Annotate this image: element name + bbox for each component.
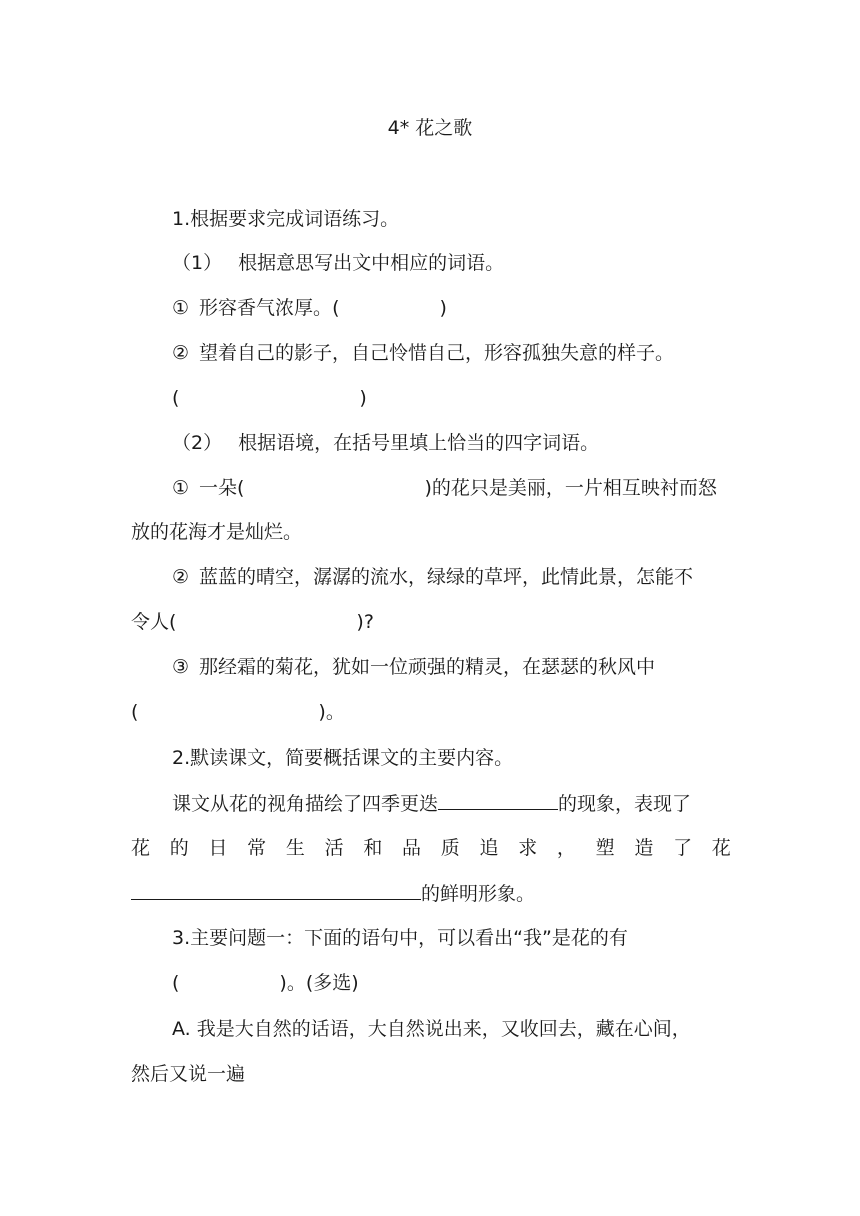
answer-underline[interactable] xyxy=(438,791,558,810)
item-number: ① xyxy=(172,297,190,319)
q1-sub2-item1-cont: 放的花海才是灿烂。 xyxy=(131,521,303,543)
item-text-pre: 一朵( xyxy=(199,477,245,499)
item-number: ② xyxy=(172,566,190,588)
q2-char: 日 xyxy=(208,837,228,859)
q2-line1 xyxy=(172,791,691,816)
q2-text-post: 的现象，表现了 xyxy=(558,793,692,815)
q2-char: 花 xyxy=(711,837,731,859)
q2-char: 质 xyxy=(440,837,460,859)
answer-close: )。(多选) xyxy=(279,972,359,994)
q1-sub1-label: （1） xyxy=(172,252,223,274)
q1-sub2-item2-cont xyxy=(131,610,374,634)
item-text-pre: 那经霜的菊花，犹如一位顽强的精灵，在瑟瑟的秋风中 xyxy=(199,656,656,678)
q3-option-a-cont: 然后又说一遍 xyxy=(131,1063,246,1085)
item-text-post: )。 xyxy=(318,701,345,723)
q2-char: 和 xyxy=(363,837,383,859)
answer-underline[interactable] xyxy=(131,881,421,900)
q2-char: 常 xyxy=(247,837,267,859)
q2-char: 花 xyxy=(131,837,151,859)
q1-sub2 xyxy=(172,431,599,455)
q2-char: 活 xyxy=(324,837,344,859)
item-text-pre: 蓝蓝的晴空，潺潺的流水，绿绿的草坪，此情此景，怎能不 xyxy=(199,566,694,588)
item-number: ① xyxy=(172,477,190,499)
q2-text-post: 的鲜明形象。 xyxy=(421,883,536,905)
q2-char: ， xyxy=(556,837,576,859)
item-number: ② xyxy=(172,342,190,364)
q1-sub1-item2-answer xyxy=(172,386,367,410)
q2-text-pre: 课文从花的视角描绘了四季更迭 xyxy=(172,793,439,815)
q2-char: 追 xyxy=(479,837,499,859)
q2-line2 xyxy=(131,836,731,860)
q3-answer xyxy=(172,971,359,995)
q1-sub1-text: 根据意思写出文中相应的词语。 xyxy=(238,252,505,274)
q2-char: 的 xyxy=(169,837,189,859)
q1-heading: 1.根据要求完成词语练习。 xyxy=(172,208,400,230)
q1-sub2-item2 xyxy=(172,565,693,589)
q1-sub2-label: （2） xyxy=(172,432,223,454)
answer-open: ( xyxy=(332,297,340,319)
q1-sub1 xyxy=(172,251,504,275)
q2-char: 塑 xyxy=(595,837,615,859)
q1-sub1-item1 xyxy=(172,296,447,320)
q2-char: 生 xyxy=(285,837,305,859)
q2-char: 了 xyxy=(673,837,693,859)
item-text: 望着自己的影子，自己怜惜自己，形容孤独失意的样子。 xyxy=(199,342,675,364)
item-text-pre: 令人( xyxy=(131,611,177,633)
item-text-pre: ( xyxy=(131,701,139,723)
page-title: 4* 花之歌 xyxy=(387,117,473,139)
item-text-post: )? xyxy=(356,611,374,633)
q1-sub2-text: 根据语境，在括号里填上恰当的四字词语。 xyxy=(238,432,600,454)
item-text: 形容香气浓厚。 xyxy=(199,297,333,319)
answer-close: ) xyxy=(439,297,447,319)
q1-sub2-item3 xyxy=(172,655,655,679)
answer-open: ( xyxy=(172,972,180,994)
q1-sub2-item3-cont xyxy=(131,700,345,724)
item-text-post: )的花只是美丽，一片相互映衬而怒 xyxy=(424,477,717,499)
q2-char: 求 xyxy=(518,837,538,859)
q3-heading: 3.主要问题一：下面的语句中，可以看出“我”是花的有 xyxy=(172,927,628,949)
q2-line3 xyxy=(131,881,535,906)
answer-open: ( xyxy=(172,387,180,409)
item-number: ③ xyxy=(172,656,190,678)
answer-close: ) xyxy=(359,387,367,409)
q3-option-a: A. 我是大自然的话语，大自然说出来，又收回去，藏在心间， xyxy=(172,1018,691,1040)
q2-char: 品 xyxy=(402,837,422,859)
q2-heading: 2.默读课文，简要概括课文的主要内容。 xyxy=(172,747,514,769)
q1-sub1-item2 xyxy=(172,341,674,365)
q1-sub2-item1 xyxy=(172,476,717,500)
q2-char: 造 xyxy=(634,837,654,859)
